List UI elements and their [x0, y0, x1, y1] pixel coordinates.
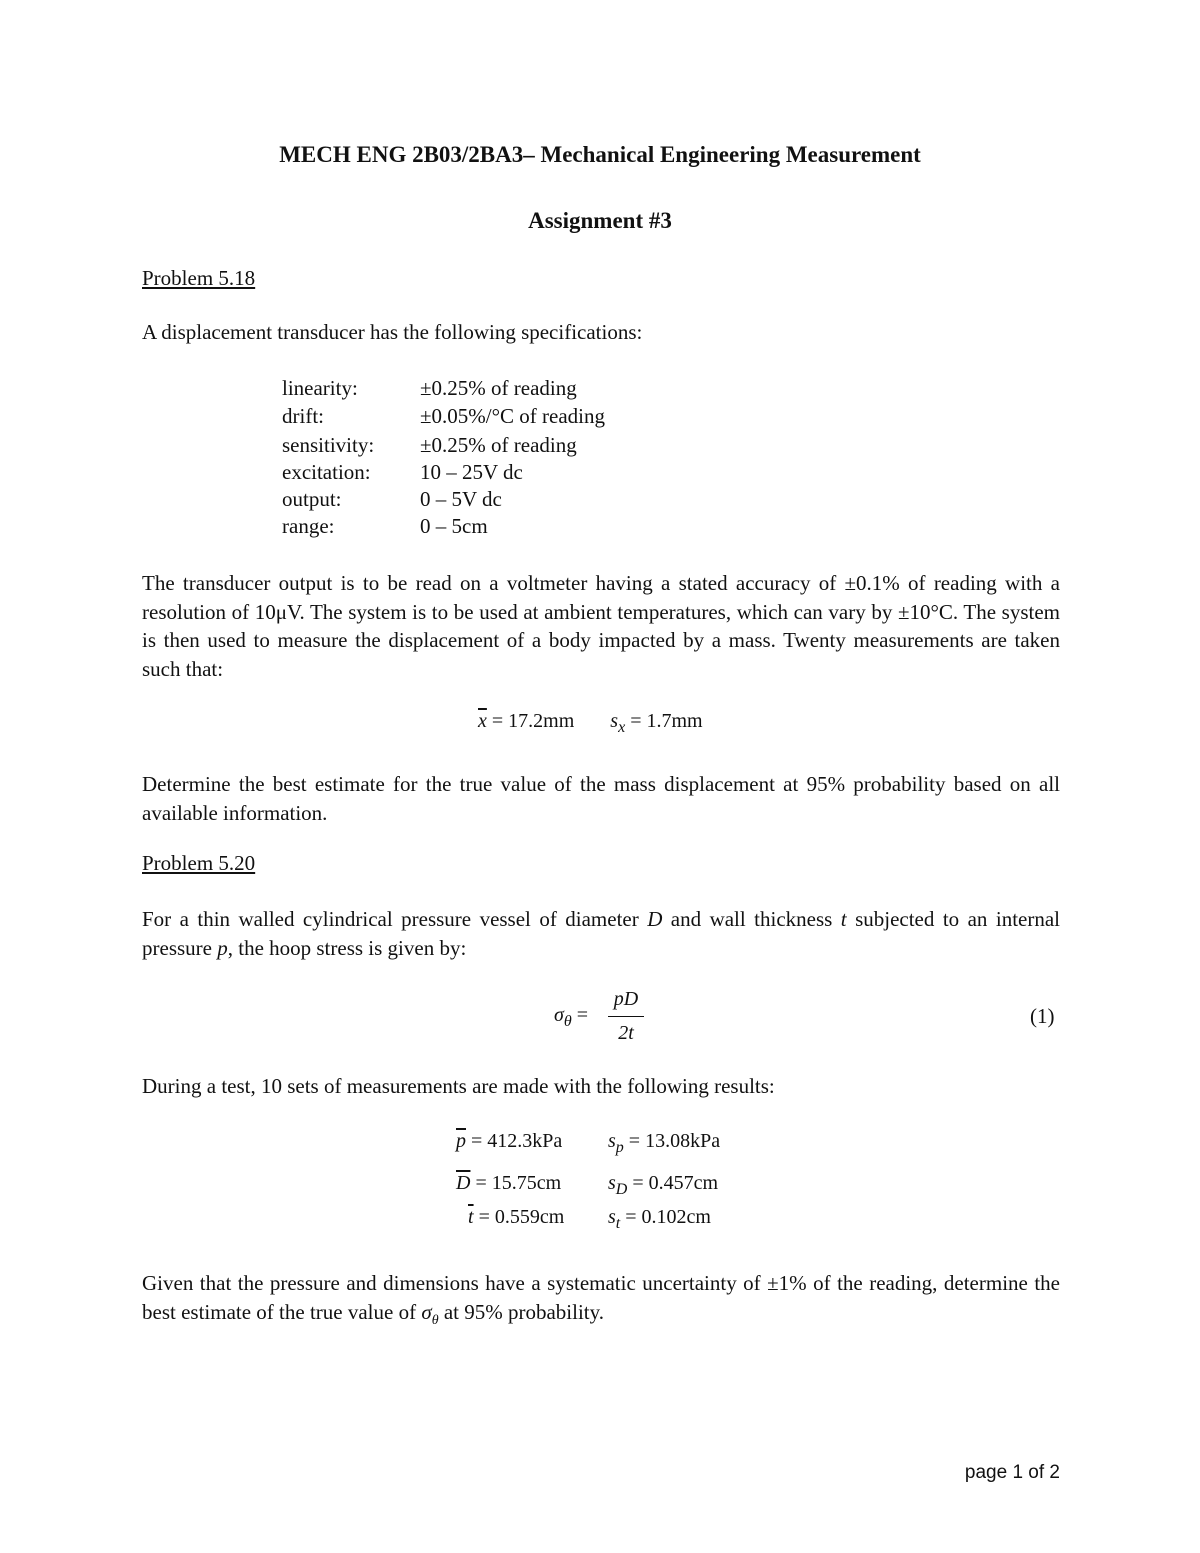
problem-5-18-heading: Problem 5.18 [142, 266, 256, 290]
intro-text: , the hoop stress is given by: [227, 935, 467, 960]
measurement-std-row [608, 1172, 718, 1199]
mean-value: = 15.75cm [470, 1172, 562, 1194]
std-subscript: D [615, 1181, 628, 1198]
question-text: at 95% probability. [438, 1299, 605, 1324]
problem-5-20-heading: Problem 5.20 [142, 851, 256, 875]
sx-subscript: x [618, 719, 626, 736]
spec-label: excitation: [282, 460, 371, 484]
hoop-stress-lhs [554, 1004, 588, 1031]
intro-diameter-symbol: D [647, 907, 663, 931]
problem-5-20-intro [142, 905, 1060, 962]
page-number: page 1 of 2 [964, 1462, 1060, 1483]
intro-text: subjected to an internal pressure [142, 907, 1060, 960]
spec-value: 0 – 5cm [420, 514, 488, 538]
spec-label: linearity: [282, 376, 358, 400]
measurement-std-row [608, 1206, 711, 1233]
fraction-denominator: 2t [618, 1022, 634, 1044]
fraction-numerator: pD [613, 988, 639, 1010]
problem-5-20-question [142, 1269, 1060, 1335]
spec-value: ±0.05%/°C of reading [420, 404, 605, 428]
document-title: MECH ENG 2B03/2BA3– Mechanical Engineering Measurement [279, 142, 921, 167]
mean-symbol: $\overline{t}$ [468, 1206, 474, 1228]
fraction-bar [608, 1016, 644, 1017]
spec-label: output: [282, 487, 342, 511]
spec-label: range: [282, 514, 335, 538]
std-value: = 13.08kPa [623, 1130, 721, 1152]
sigma-symbol: σ [554, 1004, 564, 1026]
sx-symbol: s [610, 710, 619, 732]
xbar-symbol: $\overline{x}$ [478, 710, 487, 732]
theta-subscript: θ [563, 1013, 572, 1030]
intro-pressure-symbol: p [217, 935, 228, 960]
intro-text: and wall thickness [662, 907, 841, 931]
equals-sign: = [576, 1004, 589, 1026]
problem-5-18-question: Determine the best estimate for the true value of the mass displacement at 95% probability based on all available information. [142, 772, 1060, 825]
xbar-value: = 17.2mm [486, 710, 575, 732]
spec-value: 10 – 25V dc [420, 460, 523, 484]
mean-symbol: $\overline{p}$ [456, 1130, 466, 1152]
std-symbol: s [608, 1172, 616, 1194]
measurement-std-row [608, 1130, 720, 1157]
sx-value: = 1.7mm [625, 710, 703, 732]
intro-thickness-symbol: t [840, 907, 847, 931]
problem-5-18-body: The transducer output is to be read on a voltmeter having a stated accuracy of ±0.1% of reading with a resolution of 10μV. The system is to be used at ambient temperatures, which can vary by ±10°C. The system is then used to measure the displacement of a body impacted by a mass. Twenty measurements are taken such that: [142, 571, 1060, 681]
measurement-row [468, 1206, 564, 1229]
mean-value: = 0.559cm [473, 1206, 565, 1228]
spec-value: ±0.25% of reading [420, 376, 577, 400]
std-symbol: s [608, 1206, 616, 1228]
sigma-symbol: σ [421, 1299, 432, 1324]
std-value: = 0.102cm [620, 1206, 711, 1228]
std-value: = 0.457cm [627, 1172, 719, 1194]
theta-subscript: θ [431, 1312, 439, 1328]
std-subscript: p [615, 1139, 624, 1156]
measurement-row [456, 1130, 562, 1153]
measurement-row [456, 1172, 561, 1195]
mean-symbol: $\overline{D}$ [456, 1172, 471, 1194]
assignment-subtitle: Assignment #3 [528, 208, 672, 233]
spec-label: sensitivity: [282, 433, 375, 457]
intro-text: For a thin walled cylindrical pressure vessel of diameter [142, 907, 648, 931]
problem-5-18-intro: A displacement transducer has the following specifications: [142, 320, 643, 344]
tests-intro: During a test, 10 sets of measurements are made with the following results: [142, 1074, 775, 1098]
std-symbol: s [608, 1130, 616, 1152]
spec-value: ±0.25% of reading [420, 433, 577, 457]
question-text: Given that the pressure and dimensions have a systematic uncertainty of ±1% of the reading, determine the best estimate of the true value of [142, 1271, 1060, 1324]
std-subscript: t [615, 1215, 621, 1232]
mean-value: = 412.3kPa [466, 1130, 563, 1152]
spec-label: drift: [282, 404, 324, 428]
spec-value: 0 – 5V dc [420, 487, 502, 511]
equation-xbar [478, 710, 703, 737]
equation-number: (1) [1030, 1004, 1055, 1028]
